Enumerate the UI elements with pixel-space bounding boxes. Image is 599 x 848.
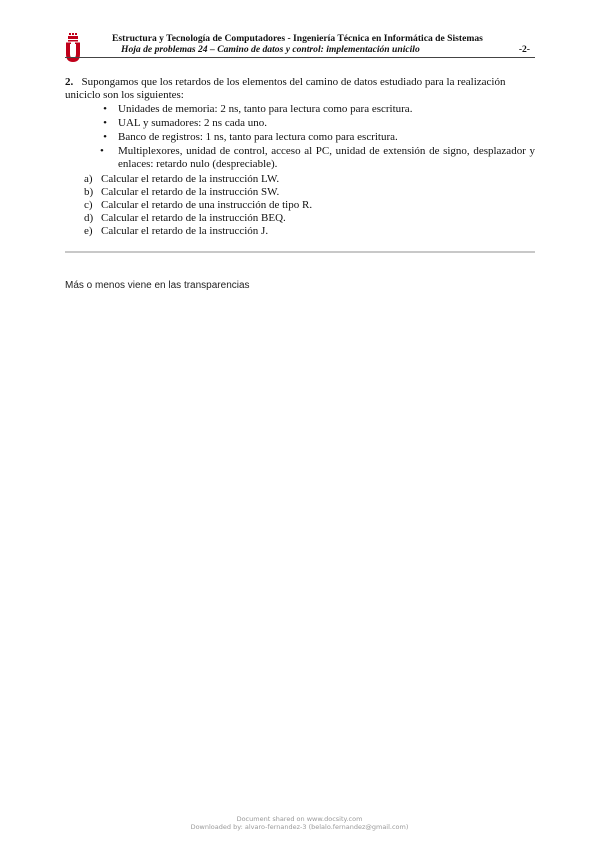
- task-list: [84, 173, 484, 238]
- bullet-icon: •: [103, 131, 107, 143]
- list-item: [100, 145, 535, 171]
- problem-statement: [65, 76, 535, 102]
- list-item: [100, 117, 535, 130]
- task-text: Calcular el retardo de una instrucción de tipo R.: [101, 199, 313, 211]
- bullet-icon: •: [103, 103, 107, 115]
- university-logo: [63, 33, 83, 63]
- page-number: -2-: [518, 44, 530, 55]
- bullet-icon: •: [103, 117, 107, 129]
- header-course-title: Estructura y Tecnología de Computadores - Ingeniería Técnica en Informática de Sistemas: [112, 33, 483, 44]
- task-item: [84, 186, 484, 199]
- list-item-text: Banco de registros: 1 ns, tanto para lectura como para escritura.: [118, 131, 398, 143]
- section-separator: [65, 251, 535, 253]
- delay-list: [100, 103, 535, 172]
- task-label: b): [84, 186, 94, 198]
- problem-intro: Supongamos que los retardos de los elementos del camino de datos estudiado para la realización uniciclo son los siguientes:: [65, 76, 506, 101]
- list-item-text: Multiplexores, unidad de control, acceso al PC, unidad de extensión de signo, desplazador y enlaces: retardo nulo (despreciable).: [118, 145, 535, 170]
- problem-number: 2.: [65, 76, 74, 88]
- task-label: d): [84, 212, 94, 224]
- footer-download-notice: Downloaded by: alvaro-fernandez-3 (belalo.fernandez@gmail.com): [190, 823, 409, 831]
- task-text: Calcular el retardo de la instrucción SW.: [101, 186, 280, 198]
- task-item: [84, 173, 484, 186]
- list-item: [100, 103, 535, 116]
- list-item-text: UAL y sumadores: 2 ns cada uno.: [118, 117, 267, 129]
- list-item-text: Unidades de memoria: 2 ns, tanto para lectura como para escritura.: [118, 103, 413, 115]
- task-label: c): [84, 199, 93, 211]
- task-item: [84, 199, 484, 212]
- task-item: [84, 212, 484, 225]
- task-text: Calcular el retardo de la instrucción LW.: [101, 173, 280, 185]
- footer-shared-notice: Document shared on www.docsity.com: [236, 815, 363, 823]
- task-label: a): [84, 173, 93, 185]
- list-item: [100, 131, 535, 144]
- bullet-icon: •: [100, 145, 104, 157]
- task-item: [84, 225, 484, 238]
- answer-note: Más o menos viene en las transparencias: [65, 280, 250, 291]
- task-label: e): [84, 225, 93, 237]
- header-rule: [65, 57, 535, 58]
- task-text: Calcular el retardo de la instrucción J.: [101, 225, 269, 237]
- header-sheet-title: Hoja de problemas 24 – Camino de datos y control: implementación unicilo: [121, 44, 420, 55]
- task-text: Calcular el retardo de la instrucción BEQ.: [101, 212, 286, 224]
